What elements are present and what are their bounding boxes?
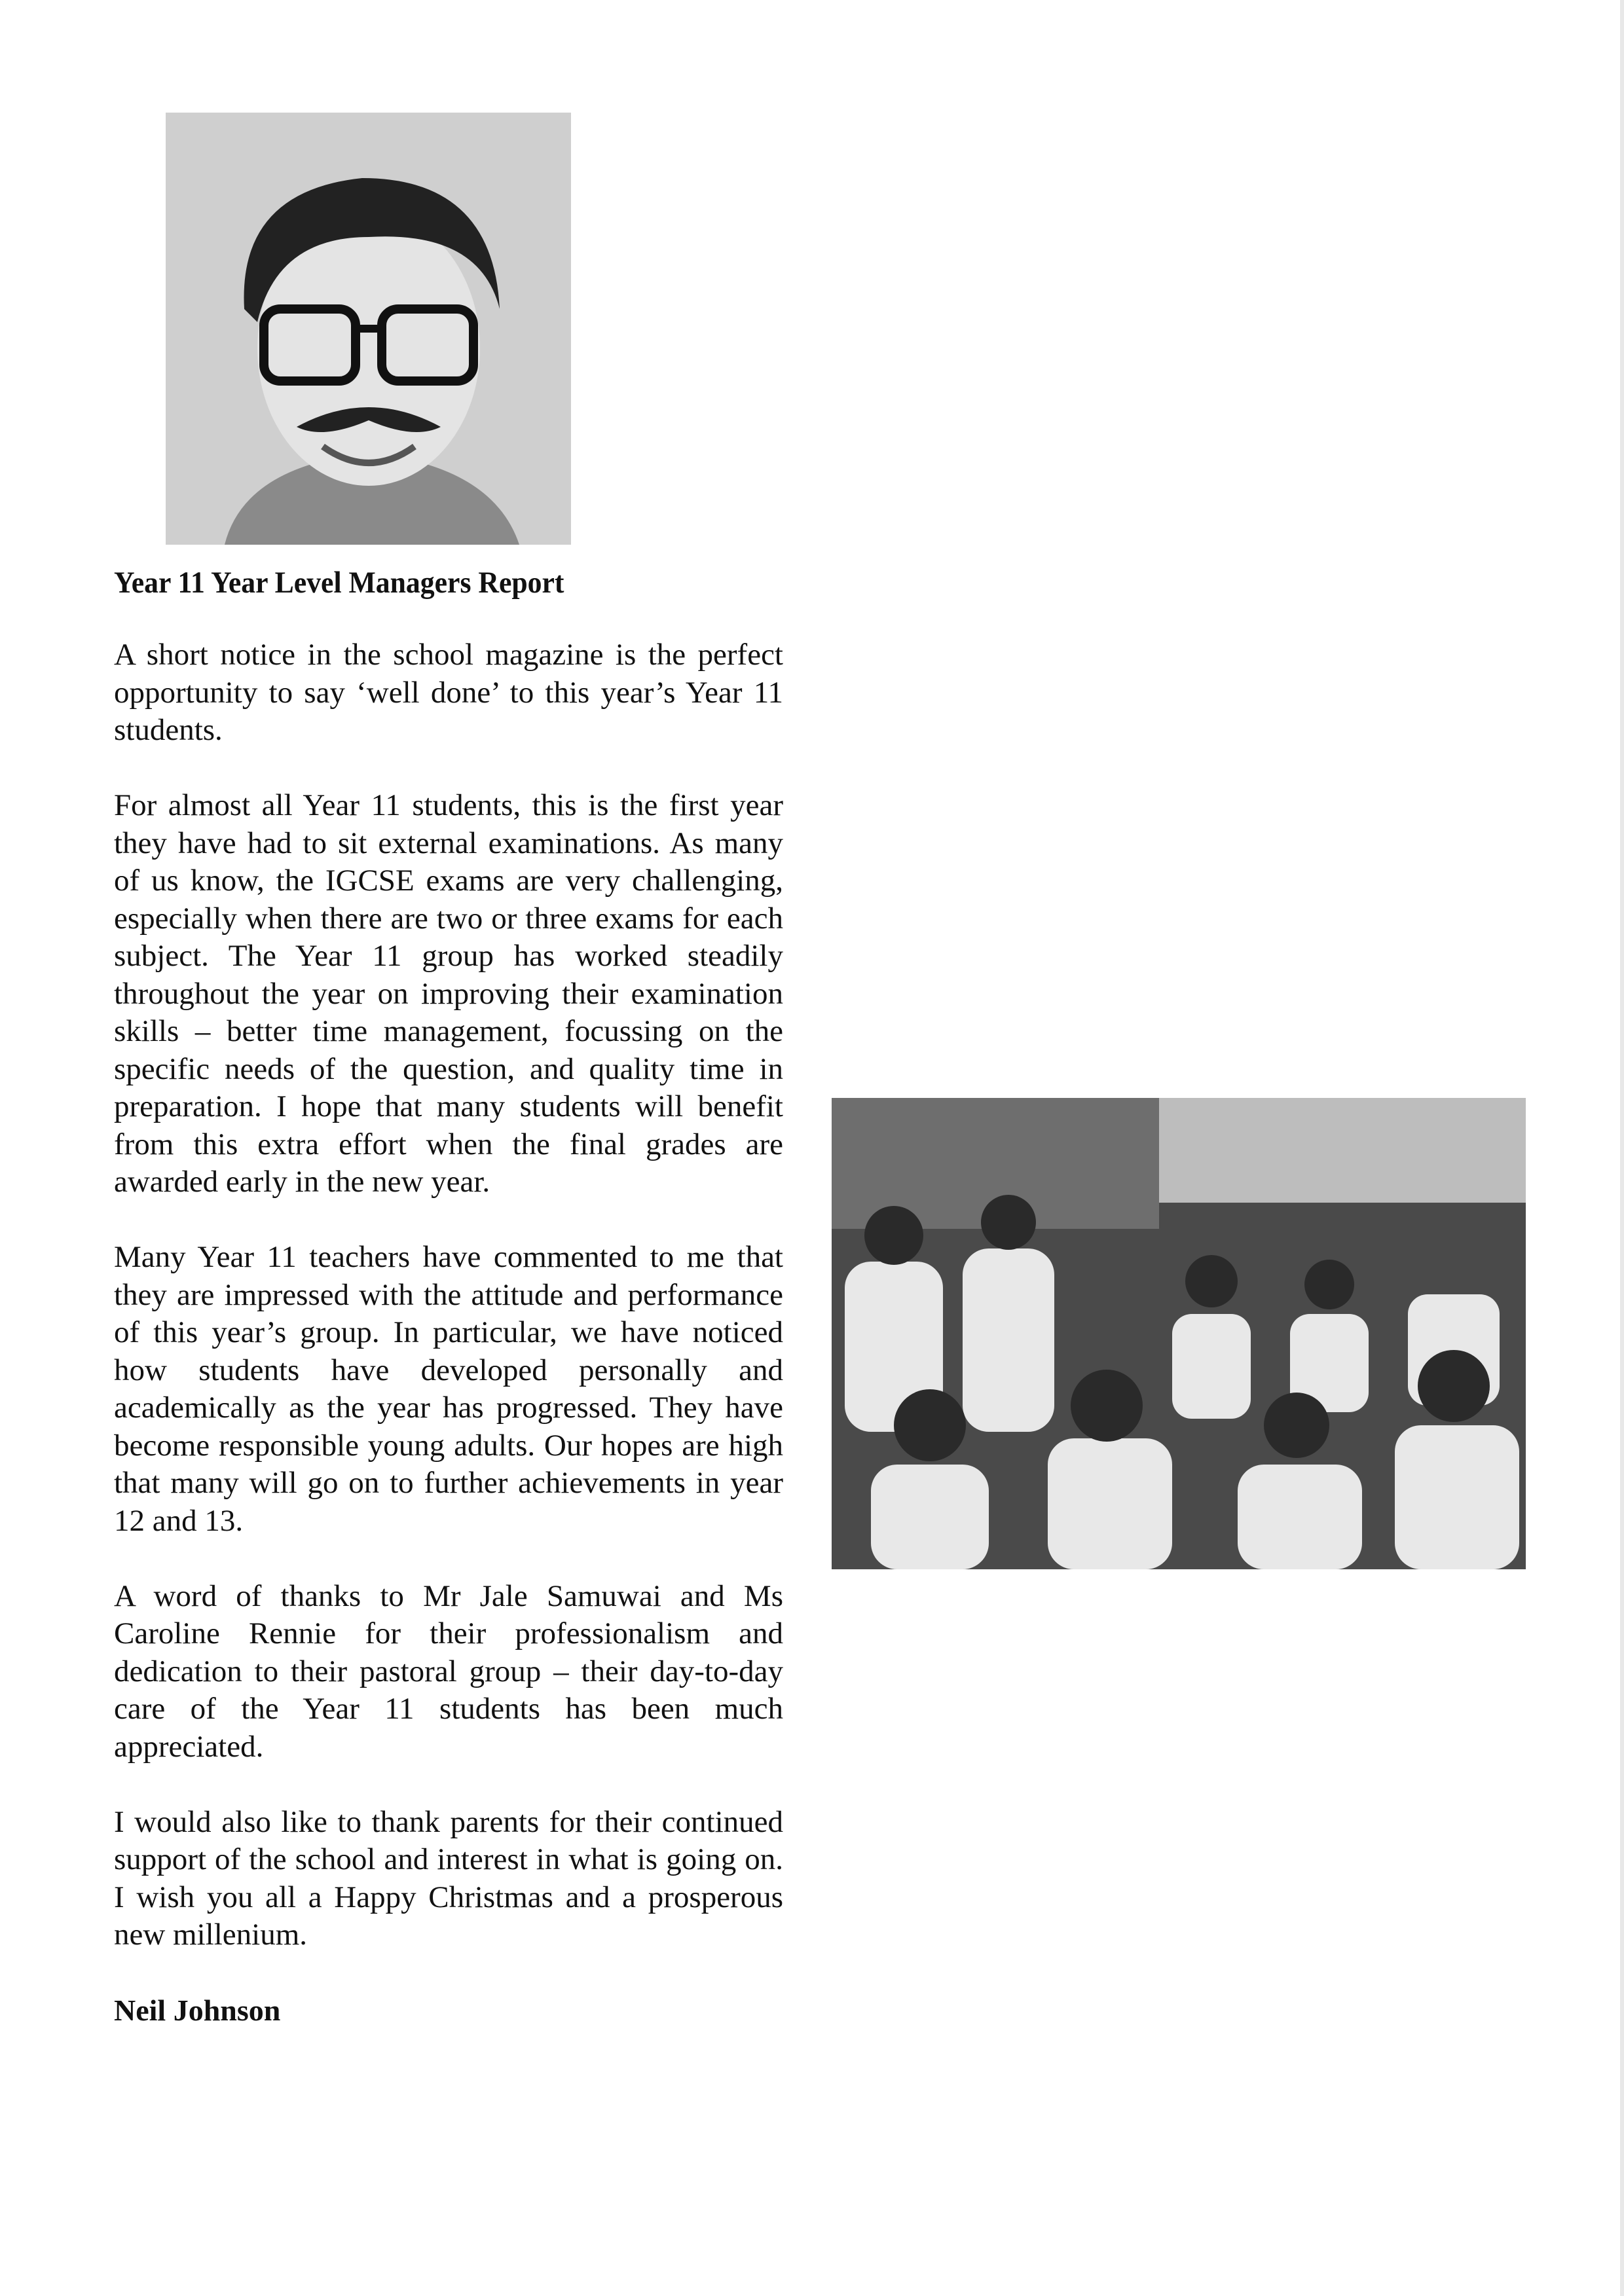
scan-edge <box>1620 0 1624 2296</box>
article-paragraph: I would also like to thank parents for their continued support of the school and interest in what is going on. I wish you all a Happy Christmas and a prosperous new millenium. <box>114 1804 783 1952</box>
article-paragraph: For almost all Year 11 students, this is the first year they have had to sit external examinations. As many of us know, the IGCSE exams are very challenging, especially when there are two or three exams for each subject. The Year 11 group has worked steadily throughout the year on improving their examination skills – better time management, focussing on the specific needs of the question, and quality time in preparation. I hope that many students will benefit from this extra effort when the final grades are awarded early in the new year. <box>114 788 783 1199</box>
article-title: Year 11 Year Level Managers Report <box>114 566 564 600</box>
students-assembly-photo <box>832 1098 1526 1569</box>
author-signature: Neil Johnson <box>114 1994 281 2027</box>
article-paragraph: A short notice in the school magazine is the perfect opportunity to say ‘well done’ to this year’s Year 11 students. <box>114 638 783 747</box>
article-paragraph: Many Year 11 teachers have commented to me that they are impressed with the attitude and performance of this year’s group. In particular, we have noticed how students have developed personally and academically as the year has progressed. They have become responsible young adults. Our hopes are high that many will go on to further achievements in year 12 and 13. <box>114 1240 783 1538</box>
article <box>114 564 783 2029</box>
article-paragraph: A word of thanks to Mr Jale Samuwai and Ms Caroline Rennie for their professionalism and dedication to their pastoral group – their day-to-day care of the Year 11 students has been much appreciated. <box>114 1578 783 1764</box>
author-portrait-photo <box>166 113 571 545</box>
